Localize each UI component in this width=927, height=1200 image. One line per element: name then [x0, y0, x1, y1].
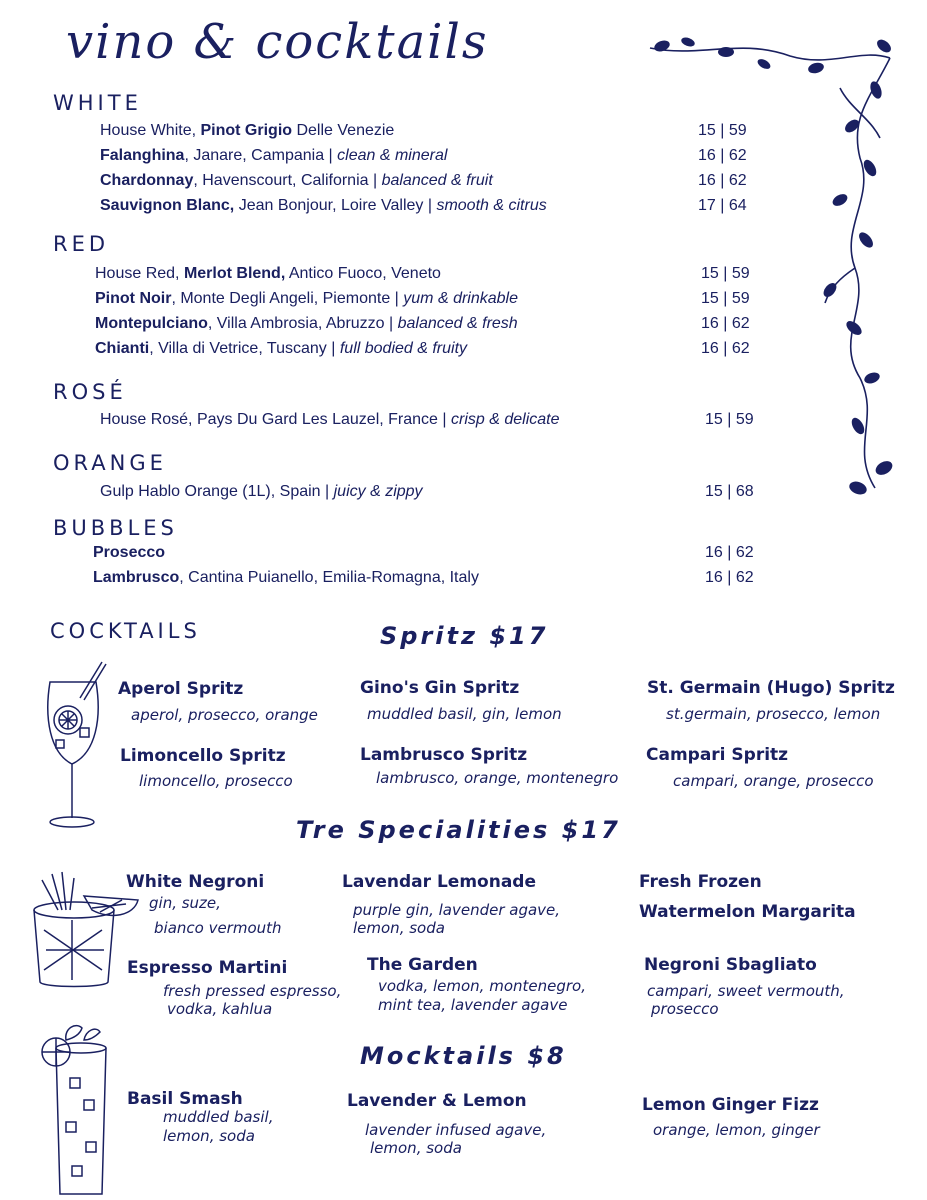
- drink-description: fresh pressed espresso,: [163, 982, 342, 1000]
- wine-varietal: Merlot Blend,: [183, 265, 286, 282]
- wine-price: 15 | 59: [701, 290, 750, 307]
- wine-tasting-note: balanced & fresh: [397, 315, 518, 332]
- wine-origin: Antico Fuoco, Veneto: [285, 265, 441, 282]
- wine-varietal: Lambrusco: [93, 569, 180, 586]
- spritz-glass-icon: [40, 658, 112, 833]
- drink-description: Watermelon Margarita: [639, 902, 856, 922]
- wine-origin: , Havenscourt, California |: [193, 172, 382, 189]
- wine-origin: , Janare, Campania |: [184, 147, 338, 164]
- drink-description: lemon, soda: [163, 1127, 255, 1145]
- drink-description: muddled basil, gin, lemon: [367, 705, 562, 723]
- drink-name: Lemon Ginger Fizz: [642, 1095, 819, 1115]
- wine-item: [100, 122, 394, 140]
- wine-varietal: Chardonnay: [100, 172, 194, 189]
- wine-price: 16 | 62: [705, 544, 754, 561]
- wine-tasting-note: clean & mineral: [337, 147, 448, 164]
- drink-description: gin, suze,: [149, 894, 221, 912]
- wine-item: [95, 290, 518, 308]
- wine-price: 15 | 68: [705, 483, 754, 500]
- wine-tasting-note: yum & drinkable: [403, 290, 518, 307]
- wine-price: 15 | 59: [705, 411, 754, 428]
- wine-varietal: Pinot Noir: [95, 290, 172, 307]
- wine-tasting-note: crisp & delicate: [451, 411, 560, 428]
- wine-price: 17 | 64: [698, 197, 747, 214]
- drink-description: purple gin, lavender agave,: [353, 901, 561, 919]
- drink-description: mint tea, lavender agave: [378, 996, 568, 1014]
- wine-producer: House Rosé, Pays Du Gard Les Lauzel, France |: [100, 411, 451, 428]
- drink-description: aperol, prosecco, orange: [131, 706, 318, 724]
- wine-producer: House White,: [100, 122, 201, 139]
- wine-item: [95, 265, 441, 283]
- wine-origin: , Cantina Puianello, Emilia-Romagna, Italy: [179, 569, 479, 586]
- drink-description: campari, sweet vermouth,: [647, 982, 845, 1000]
- drink-description: prosecco: [651, 1000, 719, 1018]
- drink-name: Basil Smash: [127, 1089, 243, 1109]
- wine-varietal: Prosecco: [93, 544, 166, 561]
- section-bubbles: BUBBLES: [53, 516, 178, 540]
- wine-origin: Delle Venezie: [292, 122, 395, 139]
- wine-item: [100, 483, 423, 501]
- wine-price: 15 | 59: [701, 265, 750, 282]
- wine-item: [100, 411, 560, 429]
- section-orange: ORANGE: [53, 451, 167, 475]
- drink-name: Negroni Sbagliato: [644, 955, 817, 975]
- drink-name: White Negroni: [126, 872, 265, 892]
- wine-origin: , Monte Degli Angeli, Piemonte |: [171, 290, 404, 307]
- wine-varietal: Falanghina: [100, 147, 185, 164]
- drink-description: lavender infused agave,: [365, 1121, 547, 1139]
- drink-name: The Garden: [367, 955, 478, 975]
- wine-item: [95, 340, 467, 358]
- drink-description: lemon, soda: [370, 1139, 462, 1157]
- wine-item: [100, 197, 547, 215]
- drink-description: lambrusco, orange, montenegro: [376, 769, 619, 787]
- drink-description: bianco vermouth: [154, 919, 282, 937]
- wine-item: [100, 147, 447, 165]
- wine-tasting-note: full bodied & fruity: [339, 340, 468, 357]
- wine-varietal: Chianti: [95, 340, 150, 357]
- wine-price: 16 | 62: [705, 569, 754, 586]
- highball-glass-icon: [36, 1018, 116, 1200]
- wine-varietal: Pinot Grigio: [200, 122, 293, 139]
- wine-item: [100, 172, 493, 190]
- drink-name: Lavendar Lemonade: [342, 872, 536, 892]
- section-rose: ROSÉ: [53, 380, 127, 404]
- section-white: WHITE: [53, 91, 142, 115]
- drink-name: Gino's Gin Spritz: [360, 678, 520, 698]
- wine-price: 16 | 62: [701, 340, 750, 357]
- wine-varietal: Sauvignon Blanc,: [100, 197, 235, 214]
- drink-name: Fresh Frozen: [639, 872, 762, 892]
- wine-tasting-note: juicy & zippy: [333, 483, 423, 500]
- drink-description: orange, lemon, ginger: [653, 1121, 820, 1139]
- wine-item: [95, 315, 518, 333]
- drink-name: Limoncello Spritz: [120, 746, 286, 766]
- floral-vine-icon: [640, 28, 915, 508]
- section-red: RED: [53, 232, 110, 256]
- specialities-header: Tre Specialities $17: [296, 816, 621, 844]
- wine-origin: , Villa di Vetrice, Tuscany |: [149, 340, 340, 357]
- drink-name: Campari Spritz: [646, 745, 789, 765]
- wine-varietal: Montepulciano: [95, 315, 208, 332]
- wine-item: [93, 569, 479, 587]
- drink-name: Espresso Martini: [127, 958, 288, 978]
- drink-description: vodka, lemon, montenegro,: [378, 977, 586, 995]
- drink-name: Lambrusco Spritz: [360, 745, 528, 765]
- rocks-glass-icon: [22, 870, 142, 995]
- spritz-header: Spritz $17: [380, 622, 549, 650]
- drink-name: Lavender & Lemon: [347, 1091, 527, 1111]
- wine-item: [93, 544, 165, 562]
- wine-price: 15 | 59: [698, 122, 747, 139]
- drink-description: lemon, soda: [353, 919, 445, 937]
- wine-tasting-note: smooth & citrus: [436, 197, 547, 214]
- drink-description: st.germain, prosecco, lemon: [666, 705, 881, 723]
- wine-producer: House Red,: [95, 265, 184, 282]
- drink-description: campari, orange, prosecco: [673, 772, 874, 790]
- wine-price: 16 | 62: [698, 147, 747, 164]
- drink-name: Aperol Spritz: [118, 679, 244, 699]
- drink-name: St. Germain (Hugo) Spritz: [647, 678, 895, 698]
- wine-origin: , Villa Ambrosia, Abruzzo |: [207, 315, 398, 332]
- drink-description: limoncello, prosecco: [139, 772, 293, 790]
- page-title: vino & cocktails: [66, 14, 489, 70]
- section-cocktails: COCKTAILS: [50, 619, 201, 643]
- drink-description: vodka, kahlua: [167, 1000, 273, 1018]
- drink-description: muddled basil,: [163, 1108, 274, 1126]
- wine-price: 16 | 62: [698, 172, 747, 189]
- wine-price: 16 | 62: [701, 315, 750, 332]
- wine-origin: Jean Bonjour, Loire Valley |: [234, 197, 437, 214]
- wine-tasting-note: balanced & fruit: [381, 172, 493, 189]
- wine-producer: Gulp Hablo Orange (1L), Spain |: [100, 483, 334, 500]
- mocktails-header: Mocktails $8: [360, 1042, 567, 1070]
